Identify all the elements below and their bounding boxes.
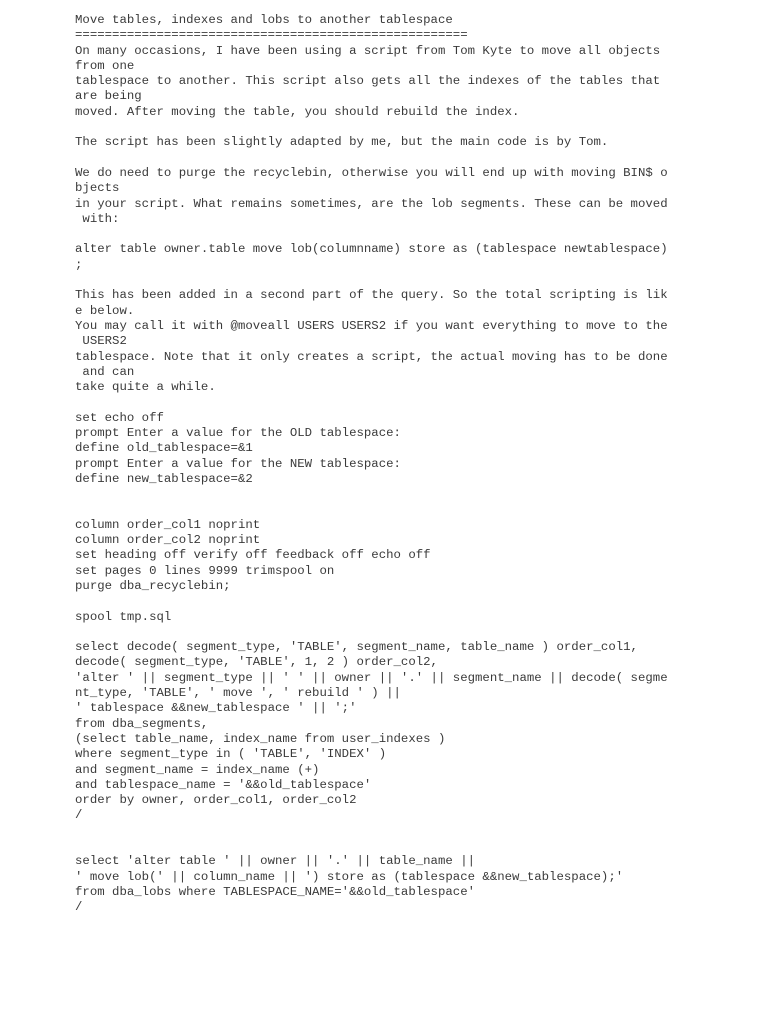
text-line: and tablespace_name = '&&old_tablespace' xyxy=(75,777,372,792)
text-line: On many occasions, I have been using a script from Tom Kyte to move all objects xyxy=(75,43,661,58)
text-line: tablespace. Note that it only creates a script, the actual moving has to be done xyxy=(75,349,668,364)
text-line: column order_col1 noprint xyxy=(75,517,261,532)
text-line xyxy=(75,487,755,502)
text-line: The script has been slightly adapted by me, but the main code is by Tom. xyxy=(75,135,609,150)
text-line xyxy=(75,120,755,135)
text-line: from dba_lobs where TABLESPACE_NAME='&&old_tablespace' xyxy=(75,884,476,899)
text-line xyxy=(75,227,755,242)
text-line: decode( segment_type, 'TABLE', 1, 2 ) order_col2, xyxy=(75,655,438,670)
text-line: tablespace to another. This script also gets all the indexes of the tables that xyxy=(75,74,661,89)
text-line xyxy=(75,824,755,839)
text-line: define new_tablespace=&2 xyxy=(75,471,253,486)
text-line: / xyxy=(75,900,83,915)
text-line: 'alter ' || segment_type || ' ' || owner || '.' || segment_name || decode( segme xyxy=(75,670,668,685)
text-line: are being xyxy=(75,89,142,104)
text-line: Move tables, indexes and lobs to another tablespace xyxy=(75,13,453,27)
text-line: spool tmp.sql xyxy=(75,609,172,624)
text-line xyxy=(75,594,755,609)
text-line: USERS2 xyxy=(75,334,127,349)
text-line: set pages 0 lines 9999 trimspool on xyxy=(75,563,335,578)
text-line: set echo off xyxy=(75,410,164,425)
text-line: e below. xyxy=(75,303,135,318)
text-line xyxy=(75,503,755,518)
text-line: in your script. What remains sometimes, are the lob segments. These can be moved xyxy=(75,196,668,211)
text-line: alter table owner.table move lob(columnname) store as (tablespace newtablespace) xyxy=(75,242,668,257)
text-line: We do need to purge the recyclebin, otherwise you will end up with moving BIN$ o xyxy=(75,165,668,180)
text-line: define old_tablespace=&1 xyxy=(75,441,253,456)
text-line xyxy=(75,151,755,166)
text-line: and can xyxy=(75,364,135,379)
text-line: bjects xyxy=(75,181,120,196)
text-line xyxy=(75,395,755,410)
text-line: column order_col2 noprint xyxy=(75,533,261,548)
text-line: take quite a while. xyxy=(75,380,216,395)
text-line: select decode( segment_type, 'TABLE', segment_name, table_name ) order_col1, xyxy=(75,640,638,655)
text-line: ; xyxy=(75,257,83,272)
text-line xyxy=(75,625,755,640)
text-line: prompt Enter a value for the NEW tablespace: xyxy=(75,456,401,471)
text-line: and segment_name = index_name (+) xyxy=(75,762,320,777)
text-line: nt_type, 'TABLE', ' move ', ' rebuild ' ) || xyxy=(75,686,401,701)
text-line: You may call it with @moveall USERS USERS2 if you want everything to move to the xyxy=(75,318,668,333)
document-text xyxy=(75,13,755,916)
text-line: ' tablespace &&new_tablespace ' || ';' xyxy=(75,701,357,716)
text-line: This has been added in a second part of the query. So the total scripting is lik xyxy=(75,288,668,303)
text-line: moved. After moving the table, you should rebuild the index. xyxy=(75,104,520,119)
text-line: purge dba_recyclebin; xyxy=(75,578,231,593)
text-line: set heading off verify off feedback off echo off xyxy=(75,548,431,563)
text-line: / xyxy=(75,808,83,823)
text-line xyxy=(75,839,755,854)
text-line: prompt Enter a value for the OLD tablespace: xyxy=(75,426,401,441)
text-line: with: xyxy=(75,211,120,226)
text-line: order by owner, order_col1, order_col2 xyxy=(75,793,357,808)
text-line: ' move lob(' || column_name || ') store as (tablespace &&new_tablespace);' xyxy=(75,869,624,884)
text-line: where segment_type in ( 'TABLE', 'INDEX' ) xyxy=(75,747,387,762)
text-line xyxy=(75,273,755,288)
text-line: select 'alter table ' || owner || '.' || table_name || xyxy=(75,854,476,869)
text-line: from one xyxy=(75,58,135,73)
text-line: (select table_name, index_name from user_indexes ) xyxy=(75,731,446,746)
text-line: ===================================================== xyxy=(75,28,468,43)
text-line: from dba_segments, xyxy=(75,716,209,731)
